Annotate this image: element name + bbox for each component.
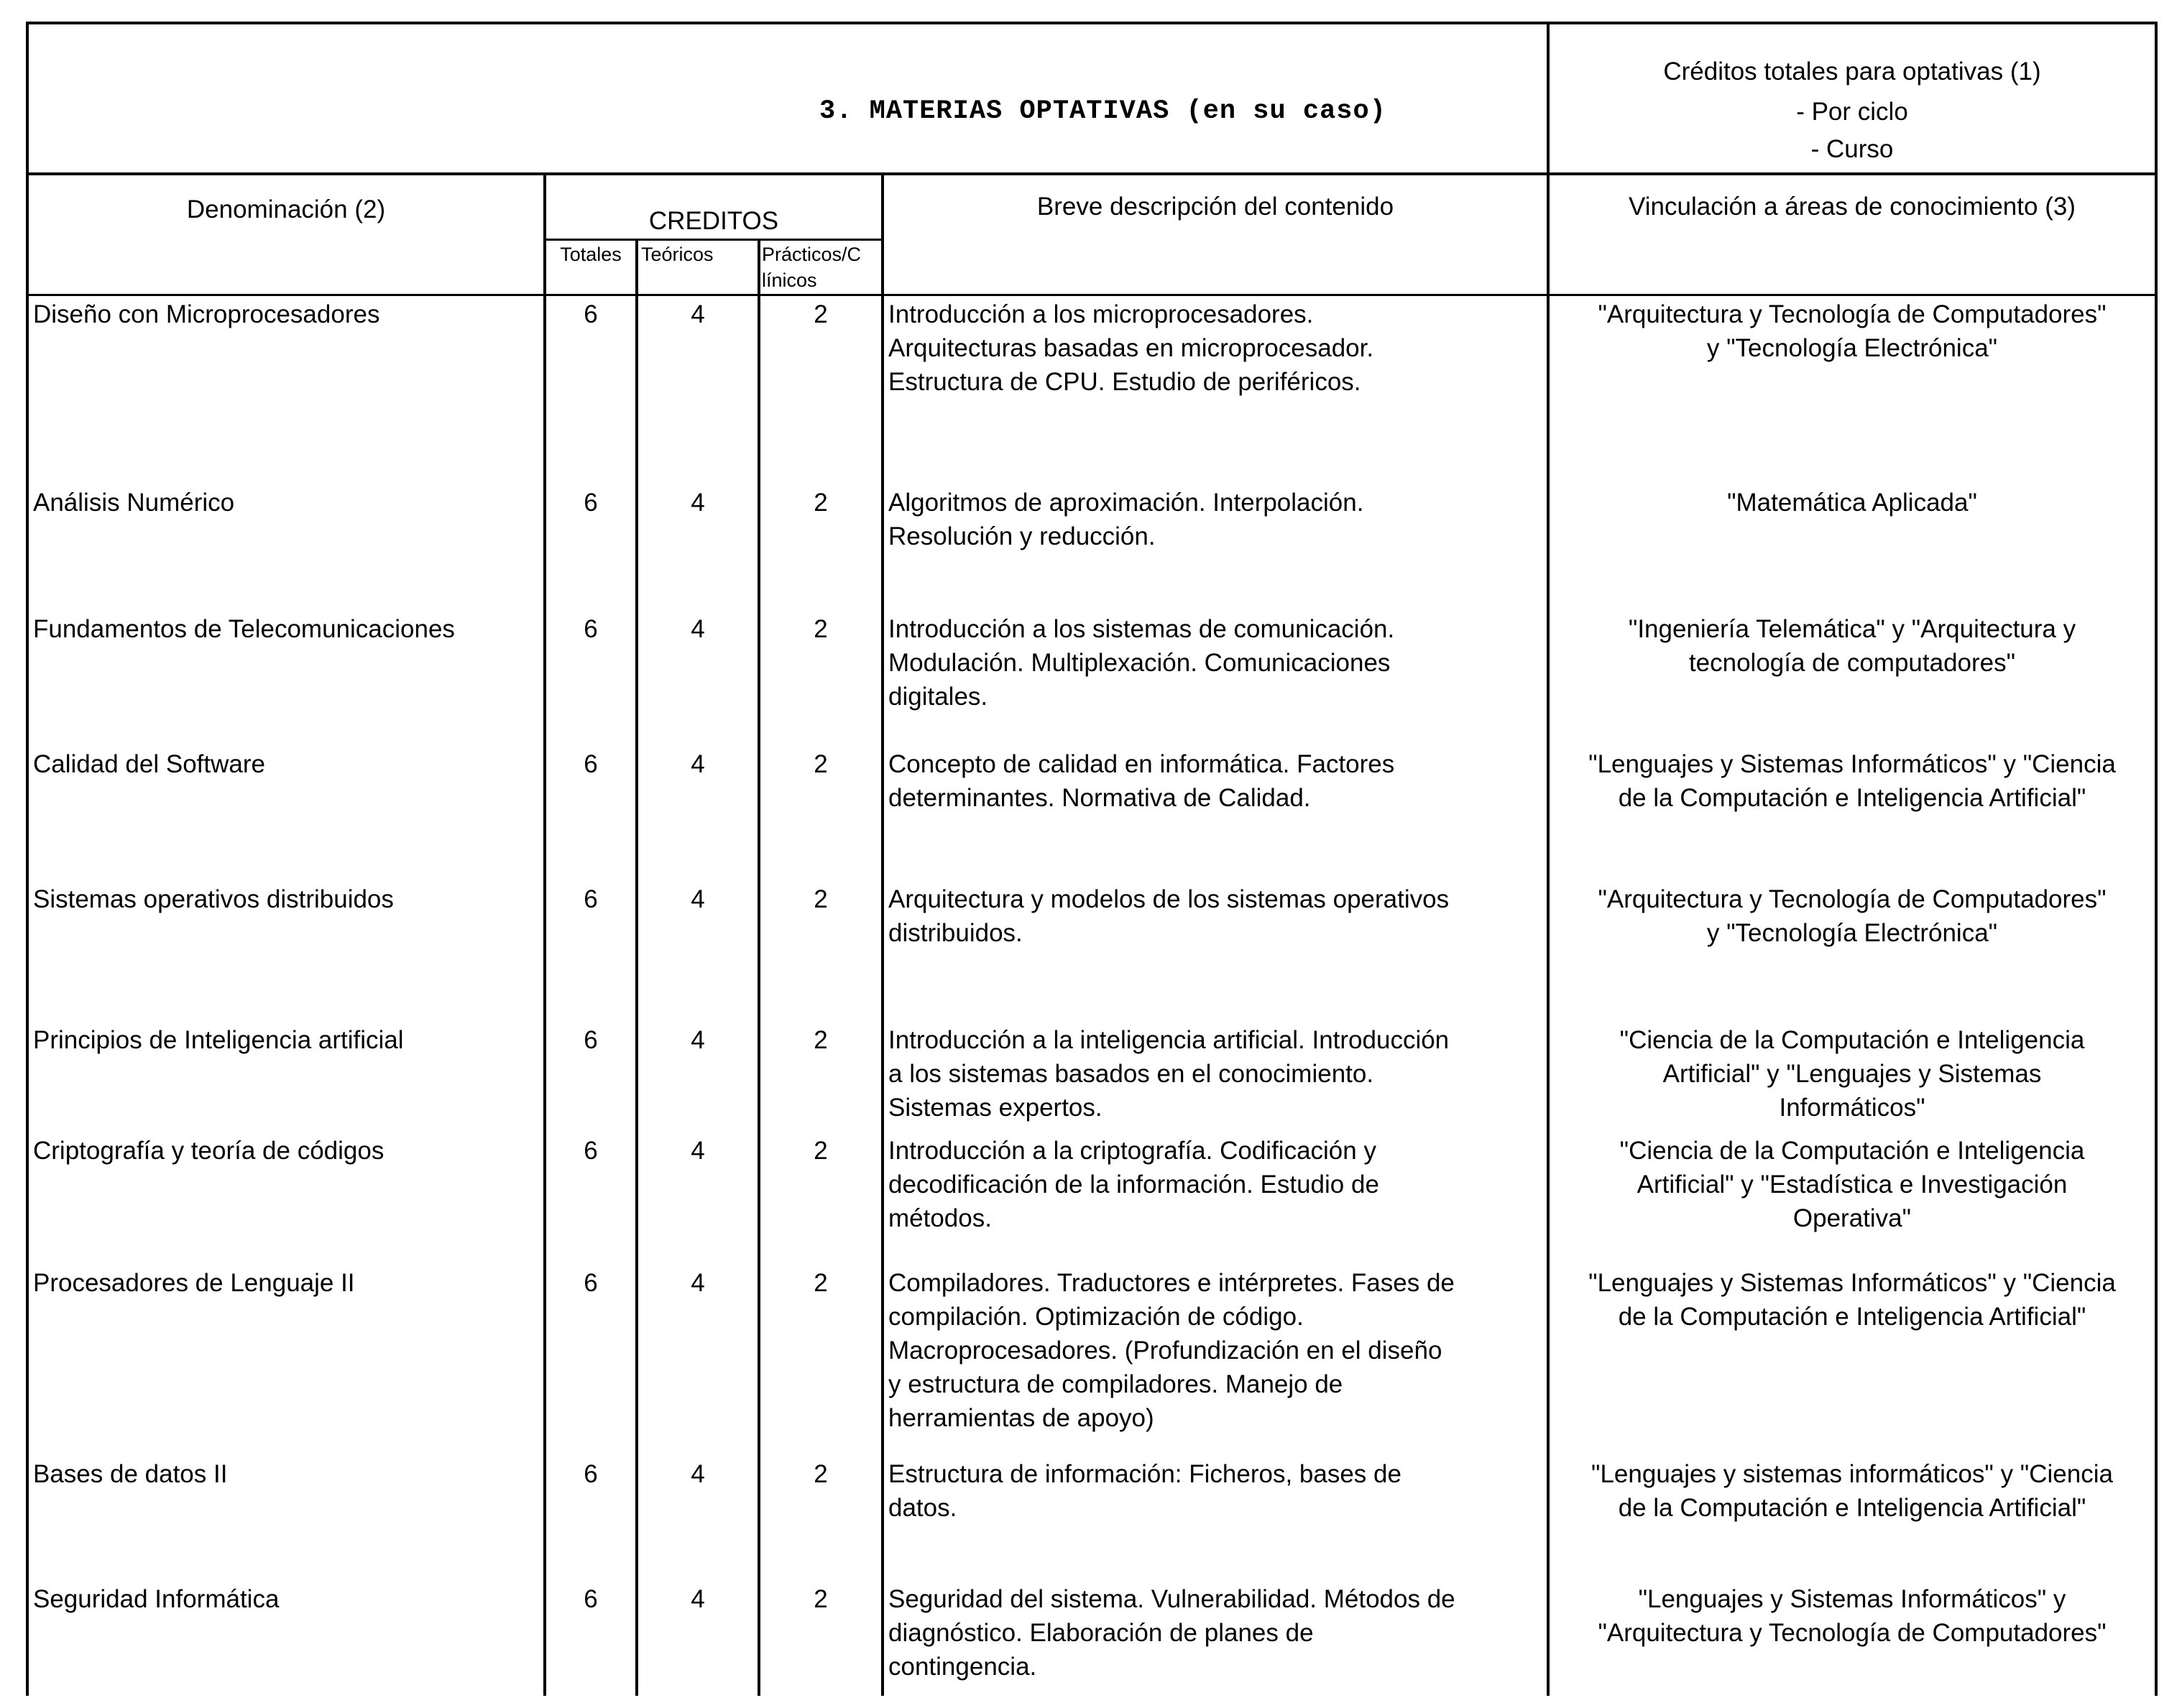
description-line: Compiladores. Traductores e intérpretes. Fases de xyxy=(888,1269,1455,1297)
credits-totales: 6 xyxy=(584,750,598,778)
credits-practicos: 2 xyxy=(814,1269,828,1297)
description-line: diagnóstico. Elaboración de planes de xyxy=(888,1619,1314,1647)
description-line: Introducción a los microprocesadores. xyxy=(888,300,1314,328)
per-cycle-label: - Por ciclo xyxy=(1796,98,1908,126)
description-line: métodos. xyxy=(888,1204,992,1232)
knowledge-area-line: "Lenguajes y sistemas informáticos" y "Ciencia xyxy=(1591,1460,2113,1488)
description-line: contingencia. xyxy=(888,1653,1037,1681)
knowledge-area-line: Artificial" y "Estadística e Investigación xyxy=(1636,1171,2068,1199)
credits-practicos: 2 xyxy=(814,885,828,913)
knowledge-area-line: y "Tecnología Electrónica" xyxy=(1706,919,1998,947)
credits-teoricos: 4 xyxy=(691,885,705,913)
credits-totales: 6 xyxy=(584,885,598,913)
knowledge-area-line: "Ingeniería Telemática" y "Arquitectura y xyxy=(1628,615,2076,643)
creditos-right-border xyxy=(881,172,884,1696)
credits-totales: 6 xyxy=(584,615,598,643)
column-header-creditos: CREDITOS xyxy=(648,207,779,235)
table-right-border xyxy=(2155,22,2158,1696)
credits-practicos: 2 xyxy=(814,615,828,643)
description-line: decodificación de la información. Estudio de xyxy=(888,1171,1379,1199)
subject-name: Principios de Inteligencia artificial xyxy=(33,1026,404,1054)
description-line: Concepto de calidad en informática. Factores xyxy=(888,750,1395,778)
credits-teoricos: 4 xyxy=(691,1026,705,1054)
table-left-border xyxy=(26,22,29,1696)
column-header-practicos-line1: Prácticos/C xyxy=(762,244,862,265)
description-line: Sistemas expertos. xyxy=(888,1094,1102,1122)
description-line: Introducción a los sistemas de comunicación. xyxy=(888,615,1395,643)
description-line: Seguridad del sistema. Vulnerabilidad. Métodos de xyxy=(888,1585,1455,1613)
column-header-denominacion: Denominación (2) xyxy=(186,195,386,223)
knowledge-area-line: de la Computación e Inteligencia Artificial" xyxy=(1618,784,2086,812)
description-line: Arquitecturas basadas en microprocesador. xyxy=(888,334,1374,362)
credits-teoricos: 4 xyxy=(691,489,705,517)
credits-totales: 6 xyxy=(584,300,598,328)
description-line: y estructura de compiladores. Manejo de xyxy=(888,1370,1343,1398)
credits-totales: 6 xyxy=(584,489,598,517)
subject-name: Seguridad Informática xyxy=(33,1585,280,1613)
subject-name: Fundamentos de Telecomunicaciones xyxy=(33,615,455,643)
knowledge-area-line: "Arquitectura y Tecnología de Computadores" xyxy=(1598,300,2107,328)
subject-name: Procesadores de Lenguaje II xyxy=(33,1269,355,1297)
description-line: compilación. Optimización de código. xyxy=(888,1303,1304,1331)
knowledge-area-line: "Lenguajes y Sistemas Informáticos" y "Ciencia xyxy=(1588,750,2116,778)
column-header-totales: Totales xyxy=(560,244,622,265)
knowledge-area-line: de la Computación e Inteligencia Artificial" xyxy=(1618,1303,2086,1331)
section-title: 3. MATERIAS OPTATIVAS (en su caso) xyxy=(819,96,1386,126)
description-line: a los sistemas basados en el conocimiento. xyxy=(888,1060,1374,1088)
knowledge-area-line: tecnología de computadores" xyxy=(1688,649,2016,677)
knowledge-area-line: "Matemática Aplicada" xyxy=(1727,489,1977,517)
knowledge-area-line: Operativa" xyxy=(1792,1204,1912,1232)
subject-name: Bases de datos II xyxy=(33,1460,228,1488)
credits-teoricos: 4 xyxy=(691,750,705,778)
credits-practicos: 2 xyxy=(814,1137,828,1165)
description-line: datos. xyxy=(888,1494,957,1522)
description-line: Macroprocesadores. (Profundización en el diseño xyxy=(888,1337,1442,1365)
description-line: Algoritmos de aproximación. Interpolación. xyxy=(888,489,1364,517)
knowledge-area-line: "Arquitectura y Tecnología de Computadores" xyxy=(1598,885,2107,913)
column-header-descripcion: Breve descripción del contenido xyxy=(1036,193,1394,221)
knowledge-area-line: "Arquitectura y Tecnología de Computadores" xyxy=(1598,1619,2107,1647)
knowledge-area-line: y "Tecnología Electrónica" xyxy=(1706,334,1998,362)
column-header-bottom-border xyxy=(26,294,2158,296)
credits-teoricos: 4 xyxy=(691,1460,705,1488)
subject-name: Sistemas operativos distribuidos xyxy=(33,885,394,913)
credits-practicos: 2 xyxy=(814,489,828,517)
subject-name: Criptografía y teoría de códigos xyxy=(33,1137,385,1165)
credits-totales: 6 xyxy=(584,1460,598,1488)
credits-teoricos: 4 xyxy=(691,1269,705,1297)
credits-totales: 6 xyxy=(584,1137,598,1165)
column-header-teoricos: Teóricos xyxy=(641,244,714,265)
description-line: Resolución y reducción. xyxy=(888,522,1156,550)
header-divider xyxy=(1547,22,1550,1696)
credits-teoricos: 4 xyxy=(691,1137,705,1165)
description-line: Modulación. Multiplexación. Comunicaciones xyxy=(888,649,1391,677)
credits-teoricos: 4 xyxy=(691,615,705,643)
description-line: distribuidos. xyxy=(888,919,1023,947)
description-line: herramientas de apoyo) xyxy=(888,1404,1154,1432)
knowledge-area-line: "Ciencia de la Computación e Inteligencia xyxy=(1619,1137,2085,1165)
column-header-vinculacion: Vinculación a áreas de conocimiento (3) xyxy=(1629,193,2076,221)
knowledge-area-line: "Lenguajes y Sistemas Informáticos" y xyxy=(1638,1585,2066,1613)
knowledge-area-line: de la Computación e Inteligencia Artificial" xyxy=(1618,1494,2086,1522)
credits-teoricos: 4 xyxy=(691,300,705,328)
credits-total-label: Créditos totales para optativas (1) xyxy=(1663,57,2041,86)
knowledge-area-line: "Ciencia de la Computación e Inteligencia xyxy=(1619,1026,2085,1054)
subject-name: Diseño con Microprocesadores xyxy=(33,300,380,328)
credits-practicos: 2 xyxy=(814,750,828,778)
description-line: Introducción a la inteligencia artificial. Introducción xyxy=(888,1026,1450,1054)
knowledge-area-line: Informáticos" xyxy=(1779,1094,1925,1122)
description-line: digitales. xyxy=(888,683,988,711)
credits-totales: 6 xyxy=(584,1585,598,1613)
subject-name: Calidad del Software xyxy=(33,750,265,778)
credits-totales: 6 xyxy=(584,1026,598,1054)
per-course-label: - Curso xyxy=(1810,135,1894,163)
description-line: Estructura de CPU. Estudio de periféricos. xyxy=(888,368,1361,396)
credits-practicos: 2 xyxy=(814,1585,828,1613)
credits-practicos: 2 xyxy=(814,1460,828,1488)
description-line: Introducción a la criptografía. Codificación y xyxy=(888,1137,1376,1165)
description-line: determinantes. Normativa de Calidad. xyxy=(888,784,1311,812)
header-bottom-border xyxy=(26,172,2158,175)
credits-totales: 6 xyxy=(584,1269,598,1297)
description-line: Arquitectura y modelos de los sistemas operativos xyxy=(888,885,1450,913)
column-header-practicos-line2: línicos xyxy=(762,269,817,291)
credits-practicos: 2 xyxy=(814,300,828,328)
creditos-subheader-border xyxy=(543,239,881,241)
credits-practicos: 2 xyxy=(814,1026,828,1054)
description-line: Estructura de información: Ficheros, bases de xyxy=(888,1460,1401,1488)
knowledge-area-line: Artificial" y "Lenguajes y Sistemas xyxy=(1662,1060,2042,1088)
table-top-border xyxy=(26,22,2158,24)
credits-teoricos: 4 xyxy=(691,1585,705,1613)
knowledge-area-line: "Lenguajes y Sistemas Informáticos" y "Ciencia xyxy=(1588,1269,2116,1297)
subject-name: Análisis Numérico xyxy=(33,489,235,517)
